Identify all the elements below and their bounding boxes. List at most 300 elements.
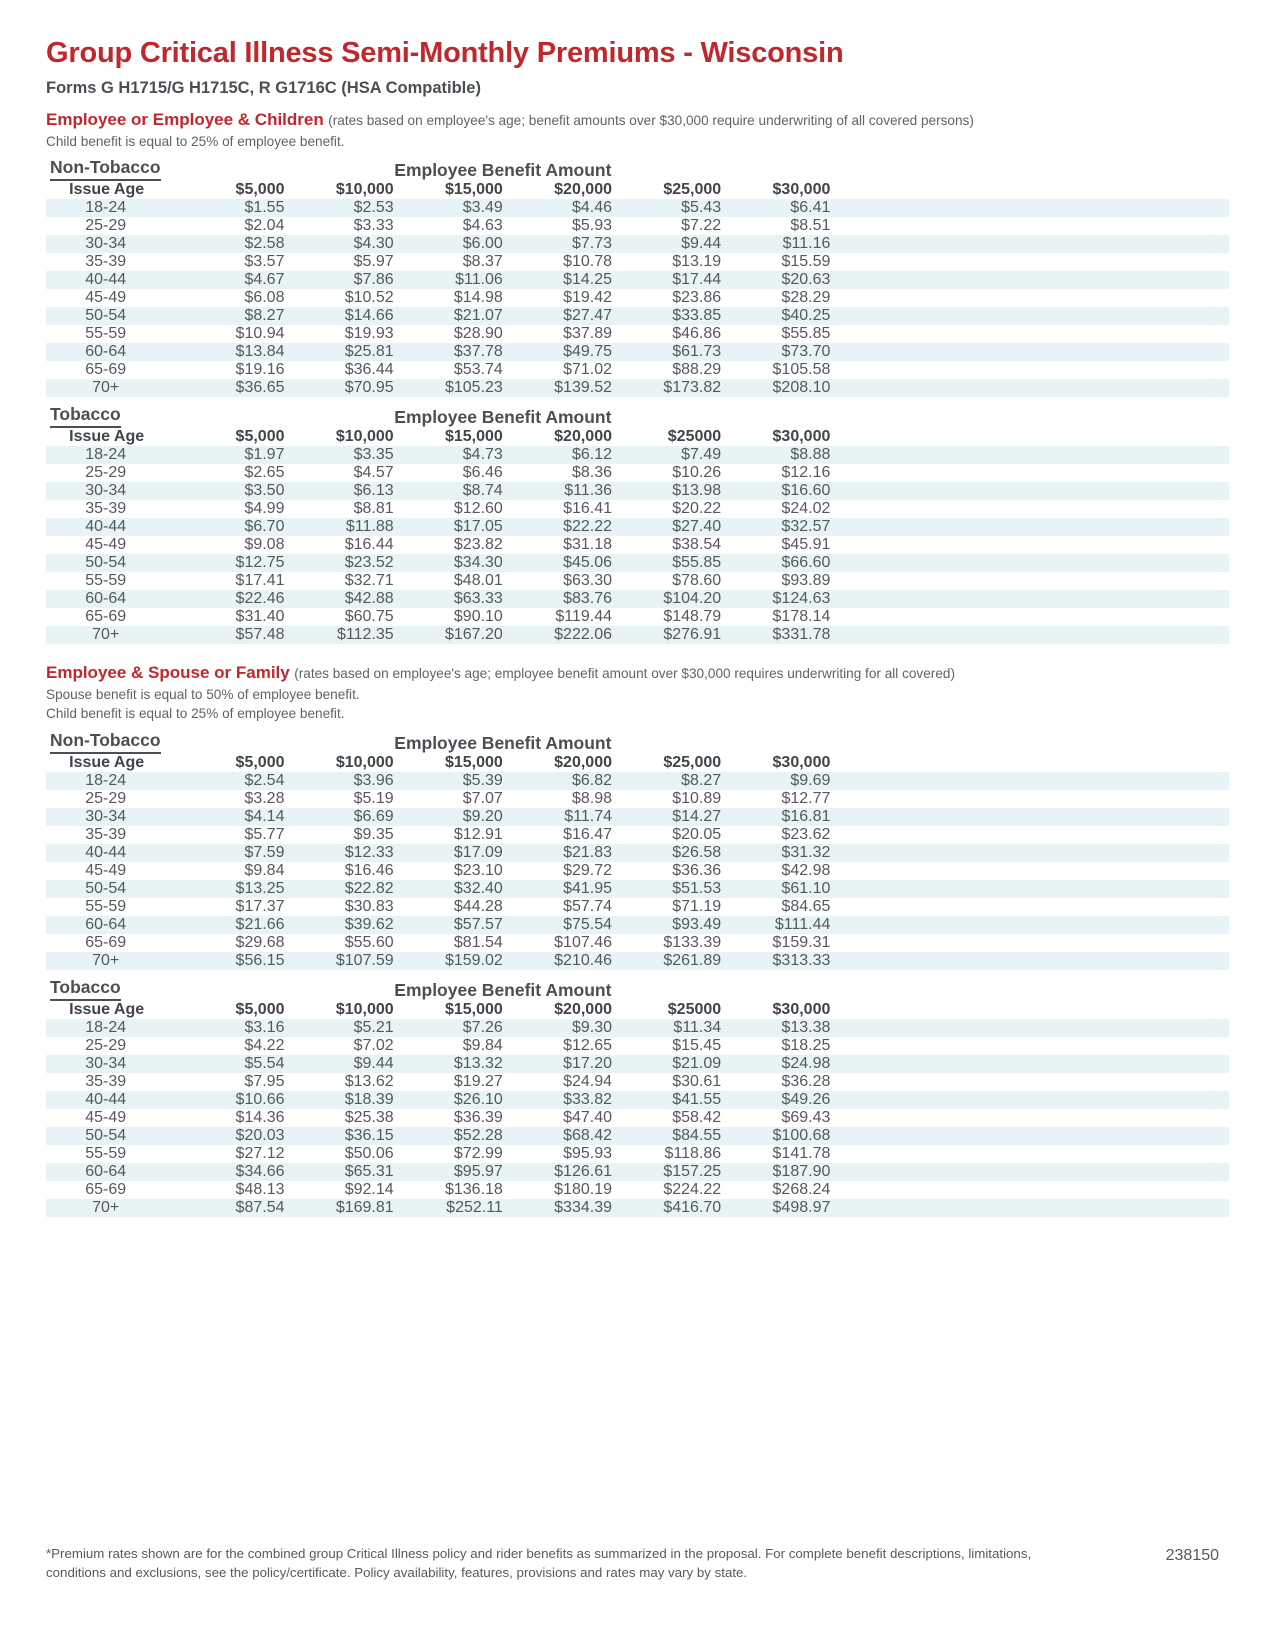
rate-table bbox=[46, 404, 1229, 644]
cell-premium-3: $28.90 bbox=[453, 325, 503, 343]
cell-issue-age: 65-69 bbox=[85, 1180, 127, 1198]
spacer-cell bbox=[930, 428, 1030, 446]
cell-premium-6: $24.02 bbox=[781, 500, 831, 518]
table-row bbox=[46, 1019, 1229, 1037]
cell-premium-5: $46.86 bbox=[672, 325, 722, 343]
spacer-cell bbox=[930, 898, 1030, 916]
spacer-cell bbox=[1129, 1199, 1229, 1217]
cell-premium-5: $55.85 bbox=[612, 554, 721, 572]
cell-premium-2: $12.33 bbox=[284, 844, 393, 862]
cell-premium-6: $12.77 bbox=[781, 789, 831, 807]
column-header-benefit-3: $15,000 bbox=[444, 428, 503, 446]
spacer-cell bbox=[1030, 235, 1130, 253]
spacer-cell bbox=[830, 862, 930, 880]
spacer-cell bbox=[1030, 977, 1130, 1001]
table-family-tobacco bbox=[46, 977, 1229, 1217]
cell-premium-3: $12.91 bbox=[453, 825, 503, 843]
cell-premium-2: $14.66 bbox=[284, 307, 393, 325]
spacer-cell bbox=[1030, 536, 1130, 554]
cell-issue-age: 50-54 bbox=[46, 1127, 175, 1145]
cell-premium-5: $118.86 bbox=[664, 1144, 722, 1162]
cell-premium-6: $16.60 bbox=[721, 482, 830, 500]
spacer-cell bbox=[930, 199, 1030, 217]
table-row bbox=[46, 325, 1229, 343]
cell-premium-5: $26.58 bbox=[612, 844, 721, 862]
table-row bbox=[46, 844, 1229, 862]
table-row bbox=[46, 482, 1229, 500]
section-heading-label: Employee or Employee & Children bbox=[46, 109, 324, 129]
table-row bbox=[46, 235, 1229, 253]
cell-premium-1: $4.22 bbox=[244, 1036, 285, 1054]
cell-premium-1: $29.68 bbox=[235, 933, 285, 951]
cell-premium-4: $49.75 bbox=[503, 343, 612, 361]
cell-premium-5: $276.91 bbox=[612, 626, 721, 644]
cell-premium-4: $41.95 bbox=[503, 880, 612, 898]
table-header-row bbox=[46, 428, 1229, 446]
cell-premium-3: $23.10 bbox=[453, 861, 503, 879]
spacer-cell bbox=[830, 482, 930, 500]
spacer-cell bbox=[1129, 536, 1229, 554]
cell-premium-4: $29.72 bbox=[563, 861, 612, 879]
spacer-cell bbox=[1129, 404, 1229, 428]
cell-premium-4: $222.06 bbox=[503, 626, 612, 644]
cell-premium-3: $6.00 bbox=[394, 235, 503, 253]
cell-premium-5: $23.86 bbox=[672, 289, 722, 307]
spacer-cell bbox=[830, 500, 930, 518]
cell-premium-2: $4.57 bbox=[353, 464, 394, 482]
cell-premium-3: $57.57 bbox=[394, 916, 503, 934]
cell-premium-5: $14.27 bbox=[612, 808, 721, 826]
cell-premium-6: $55.85 bbox=[781, 325, 831, 343]
table-category-row bbox=[46, 404, 1229, 428]
cell-premium-2: $42.88 bbox=[284, 590, 393, 608]
table-row bbox=[46, 1127, 1229, 1145]
table-category-row bbox=[46, 977, 1229, 1001]
cell-premium-1: $10.94 bbox=[235, 325, 285, 343]
cell-premium-4: $11.74 bbox=[503, 808, 612, 826]
cell-premium-1: $3.28 bbox=[244, 789, 285, 807]
table-category-row bbox=[46, 157, 1229, 181]
spacer-cell bbox=[930, 404, 1030, 428]
cell-premium-6: $13.38 bbox=[721, 1019, 830, 1037]
spacer-cell bbox=[1129, 730, 1229, 754]
cell-premium-5: $71.19 bbox=[672, 897, 722, 915]
spacer-cell bbox=[930, 554, 1030, 572]
table-header-row bbox=[46, 181, 1229, 199]
cell-premium-3: $8.37 bbox=[462, 253, 503, 271]
spacer-cell bbox=[1030, 217, 1130, 235]
cell-premium-3: $9.20 bbox=[394, 808, 503, 826]
spacer-cell bbox=[830, 181, 930, 199]
cell-premium-4: $5.93 bbox=[571, 217, 612, 235]
column-header-issue-age: Issue Age bbox=[69, 181, 145, 199]
column-header-benefit-1: $5,000 bbox=[235, 428, 285, 446]
cell-premium-2: $9.35 bbox=[353, 825, 394, 843]
cell-premium-4: $17.20 bbox=[503, 1055, 612, 1073]
benefit-amount-title: Employee Benefit Amount bbox=[394, 979, 612, 1000]
table-row bbox=[46, 554, 1229, 572]
cell-premium-6: $498.97 bbox=[721, 1199, 830, 1217]
column-header-issue-age: Issue Age bbox=[69, 428, 145, 446]
spacer-cell bbox=[1129, 608, 1229, 626]
rate-table-body bbox=[46, 157, 1229, 397]
cell-premium-5: $11.34 bbox=[612, 1019, 721, 1037]
spacer-cell bbox=[1129, 626, 1229, 644]
spacer-cell bbox=[830, 608, 930, 626]
spacer-cell bbox=[1129, 181, 1229, 199]
cell-premium-6: $9.69 bbox=[721, 772, 830, 790]
cell-premium-3: $17.05 bbox=[394, 518, 503, 536]
spacer-cell bbox=[930, 1163, 1030, 1181]
spacer-cell bbox=[1129, 325, 1229, 343]
spacer-cell bbox=[1129, 1037, 1229, 1055]
table-row bbox=[46, 952, 1229, 970]
spacer-cell bbox=[1129, 1181, 1229, 1199]
spacer-cell bbox=[1030, 253, 1130, 271]
spacer-cell bbox=[830, 898, 930, 916]
cell-premium-4: $14.25 bbox=[503, 271, 612, 289]
spacer-cell bbox=[930, 862, 1030, 880]
cell-issue-age: 25-29 bbox=[85, 1036, 127, 1054]
spacer-cell bbox=[1129, 590, 1229, 608]
cell-premium-5: $148.79 bbox=[663, 608, 722, 626]
cell-premium-2: $18.39 bbox=[284, 1091, 393, 1109]
spacer-cell bbox=[1030, 626, 1130, 644]
cell-premium-2: $3.33 bbox=[353, 217, 394, 235]
page-title: Group Critical Illness Semi-Monthly Premiums - Wisconsin bbox=[46, 37, 844, 69]
spacer-cell bbox=[830, 626, 930, 644]
cell-premium-2: $19.93 bbox=[344, 325, 394, 343]
table-row bbox=[46, 1109, 1229, 1127]
spacer-cell bbox=[1129, 289, 1229, 307]
spacer-cell bbox=[930, 730, 1030, 754]
rate-table-body bbox=[46, 730, 1229, 970]
spacer-cell bbox=[1030, 404, 1130, 428]
cell-premium-4: $45.06 bbox=[503, 554, 612, 572]
cell-premium-3: $81.54 bbox=[453, 933, 503, 951]
cell-premium-3: $136.18 bbox=[444, 1180, 503, 1198]
table-row bbox=[46, 1037, 1229, 1055]
cell-premium-4: $119.44 bbox=[555, 608, 612, 626]
table-row bbox=[46, 1181, 1229, 1199]
spacer-cell bbox=[1030, 1055, 1130, 1073]
cell-premium-2: $3.96 bbox=[284, 772, 393, 790]
cell-premium-4: $95.93 bbox=[563, 1144, 612, 1162]
cell-premium-5: $133.39 bbox=[663, 933, 722, 951]
cell-premium-3: $5.39 bbox=[394, 772, 503, 790]
cell-premium-2: $10.52 bbox=[344, 289, 394, 307]
cell-issue-age: 25-29 bbox=[85, 789, 127, 807]
table-row bbox=[46, 572, 1229, 590]
cell-premium-5: $84.55 bbox=[612, 1127, 721, 1145]
spacer-cell bbox=[830, 1055, 930, 1073]
spacer-cell bbox=[930, 1091, 1030, 1109]
cell-premium-3: $4.63 bbox=[462, 217, 503, 235]
spacer-cell bbox=[1030, 808, 1130, 826]
cell-premium-2: $7.86 bbox=[284, 271, 393, 289]
cell-premium-5: $51.53 bbox=[612, 880, 721, 898]
cell-issue-age: 40-44 bbox=[46, 844, 175, 862]
cell-premium-6: $15.59 bbox=[781, 253, 831, 271]
cell-issue-age: 65-69 bbox=[85, 361, 127, 379]
spacer-cell bbox=[830, 916, 930, 934]
cell-premium-3: $90.10 bbox=[453, 608, 503, 626]
spacer-cell bbox=[1030, 916, 1130, 934]
spacer-cell bbox=[930, 379, 1030, 397]
cell-premium-2: $8.81 bbox=[353, 500, 394, 518]
table-row bbox=[46, 518, 1229, 536]
spacer-cell bbox=[1030, 289, 1130, 307]
cell-issue-age: 60-64 bbox=[46, 343, 175, 361]
cell-premium-3: $48.01 bbox=[453, 572, 503, 590]
cell-premium-3: $23.82 bbox=[453, 536, 503, 554]
cell-premium-1: $5.77 bbox=[244, 825, 285, 843]
spacer-cell bbox=[1030, 754, 1130, 772]
cell-premium-4: $68.42 bbox=[503, 1127, 612, 1145]
spacer-cell bbox=[1030, 518, 1130, 536]
cell-premium-2: $36.44 bbox=[344, 361, 394, 379]
cell-premium-6: $42.98 bbox=[781, 861, 831, 879]
spacer-cell bbox=[830, 934, 930, 952]
cell-premium-5: $27.40 bbox=[612, 518, 721, 536]
column-header-benefit-2: $10,000 bbox=[335, 428, 394, 446]
column-header-benefit-5: $25,000 bbox=[663, 181, 722, 199]
spacer-cell bbox=[830, 572, 930, 590]
table-category-label: Tobacco bbox=[46, 404, 175, 428]
column-header-issue-age: Issue Age bbox=[69, 753, 145, 771]
cell-premium-6: $208.10 bbox=[721, 379, 830, 397]
spacer-cell bbox=[1030, 952, 1130, 970]
cell-premium-1: $8.27 bbox=[175, 307, 284, 325]
cell-premium-5: $93.49 bbox=[612, 916, 721, 934]
cell-premium-4: $63.30 bbox=[563, 572, 612, 590]
spacer-cell bbox=[1030, 271, 1130, 289]
spacer-cell bbox=[830, 361, 930, 379]
spacer-cell bbox=[1030, 1127, 1130, 1145]
cell-premium-4: $16.41 bbox=[563, 500, 612, 518]
cell-issue-age: 18-24 bbox=[46, 1019, 175, 1037]
cell-premium-5: $20.05 bbox=[672, 825, 722, 843]
spacer-cell bbox=[830, 1091, 930, 1109]
spacer-cell bbox=[1030, 880, 1130, 898]
spacer-cell bbox=[930, 307, 1030, 325]
cell-premium-1: $14.36 bbox=[235, 1108, 285, 1126]
cell-premium-2: $112.35 bbox=[284, 626, 393, 644]
table-row bbox=[46, 500, 1229, 518]
cell-premium-2: $9.44 bbox=[284, 1055, 393, 1073]
section-note-child-benefit: Child benefit is equal to 25% of employee benefit. bbox=[46, 133, 345, 149]
document-number: 238150 bbox=[1165, 1547, 1219, 1564]
spacer-cell bbox=[830, 307, 930, 325]
cell-issue-age: 55-59 bbox=[85, 1144, 127, 1162]
spacer-cell bbox=[830, 844, 930, 862]
table-category-row bbox=[46, 730, 1229, 754]
cell-premium-5: $88.29 bbox=[672, 361, 722, 379]
column-header-benefit-5: $25000 bbox=[667, 428, 722, 446]
cell-premium-6: $124.63 bbox=[721, 590, 830, 608]
spacer-cell bbox=[1129, 482, 1229, 500]
cell-premium-1: $22.46 bbox=[175, 590, 284, 608]
spacer-cell bbox=[930, 181, 1030, 199]
spacer-cell bbox=[830, 790, 930, 808]
cell-premium-3: $159.02 bbox=[394, 952, 503, 970]
cell-premium-3: $11.06 bbox=[394, 271, 503, 289]
cell-premium-5: $157.25 bbox=[612, 1163, 721, 1181]
spacer-cell bbox=[830, 826, 930, 844]
cell-premium-1: $17.37 bbox=[235, 897, 285, 915]
column-header-benefit-6: $30,000 bbox=[772, 753, 831, 771]
table-row bbox=[46, 361, 1229, 379]
cell-premium-6: $313.33 bbox=[721, 952, 830, 970]
cell-premium-1: $3.57 bbox=[244, 253, 285, 271]
cell-premium-4: $334.39 bbox=[503, 1199, 612, 1217]
spacer-cell bbox=[1030, 1109, 1130, 1127]
column-header-benefit-2: $10,000 bbox=[335, 181, 394, 199]
spacer-cell bbox=[1129, 862, 1229, 880]
rate-table-body bbox=[46, 404, 1229, 644]
spacer-cell bbox=[1030, 446, 1130, 464]
spacer-cell bbox=[1129, 934, 1229, 952]
cell-issue-age: 30-34 bbox=[46, 235, 175, 253]
spacer-cell bbox=[930, 1181, 1030, 1199]
cell-premium-1: $4.67 bbox=[175, 271, 284, 289]
cell-premium-1: $19.16 bbox=[235, 361, 285, 379]
cell-premium-6: $12.16 bbox=[781, 464, 831, 482]
cell-premium-6: $268.24 bbox=[772, 1180, 831, 1198]
section-heading-label: Employee & Spouse or Family bbox=[46, 663, 290, 683]
column-header-issue-age: Issue Age bbox=[69, 1000, 145, 1018]
spacer-cell bbox=[830, 464, 930, 482]
cell-premium-1: $2.58 bbox=[175, 235, 284, 253]
cell-premium-1: $87.54 bbox=[175, 1199, 284, 1217]
cell-premium-6: $105.58 bbox=[772, 361, 831, 379]
table-row bbox=[46, 1073, 1229, 1091]
cell-premium-5: $173.82 bbox=[612, 379, 721, 397]
spacer-cell bbox=[1129, 916, 1229, 934]
table-header-row bbox=[46, 1001, 1229, 1019]
cell-premium-5: $38.54 bbox=[672, 536, 722, 554]
cell-premium-5: $15.45 bbox=[672, 1036, 722, 1054]
table-row bbox=[46, 253, 1229, 271]
cell-premium-3: $32.40 bbox=[394, 880, 503, 898]
cell-premium-6: $178.14 bbox=[772, 608, 831, 626]
cell-premium-1: $2.65 bbox=[244, 464, 285, 482]
column-header-benefit-6: $30,000 bbox=[772, 1000, 831, 1018]
spacer-cell bbox=[1129, 1019, 1229, 1037]
cell-premium-2: $39.62 bbox=[284, 916, 393, 934]
cell-premium-5: $33.85 bbox=[612, 307, 721, 325]
spacer-cell bbox=[830, 518, 930, 536]
spacer-cell bbox=[1129, 464, 1229, 482]
cell-premium-4: $107.46 bbox=[554, 933, 612, 951]
cell-premium-4: $47.40 bbox=[563, 1108, 612, 1126]
cell-premium-2: $32.71 bbox=[344, 572, 394, 590]
spacer-cell bbox=[830, 1145, 930, 1163]
spacer-cell bbox=[1030, 500, 1130, 518]
table-row bbox=[46, 1055, 1229, 1073]
cell-premium-6: $111.44 bbox=[721, 916, 830, 934]
spacer-cell bbox=[930, 1199, 1030, 1217]
spacer-cell bbox=[1030, 1181, 1130, 1199]
spacer-cell bbox=[930, 916, 1030, 934]
cell-premium-2: $30.83 bbox=[344, 897, 394, 915]
spacer-cell bbox=[1030, 482, 1130, 500]
spacer-cell bbox=[1129, 361, 1229, 379]
spacer-cell bbox=[830, 428, 930, 446]
spacer-cell bbox=[1030, 343, 1130, 361]
spacer-cell bbox=[1030, 862, 1130, 880]
cell-premium-4: $6.12 bbox=[503, 446, 612, 464]
cell-issue-age: 45-49 bbox=[85, 536, 127, 554]
spacer-cell bbox=[1030, 199, 1130, 217]
cell-premium-2: $6.69 bbox=[284, 808, 393, 826]
spacer-cell bbox=[1129, 518, 1229, 536]
cell-premium-5: $10.26 bbox=[672, 464, 722, 482]
cell-premium-2: $25.81 bbox=[284, 343, 393, 361]
cell-issue-age: 60-64 bbox=[46, 590, 175, 608]
cell-premium-5: $17.44 bbox=[612, 271, 721, 289]
cell-issue-age: 60-64 bbox=[46, 1163, 175, 1181]
spacer-cell bbox=[930, 608, 1030, 626]
spacer-cell bbox=[830, 977, 930, 1001]
cell-premium-4: $19.42 bbox=[563, 289, 612, 307]
cell-premium-5: $21.09 bbox=[612, 1055, 721, 1073]
cell-premium-4: $57.74 bbox=[563, 897, 612, 915]
table-row bbox=[46, 199, 1229, 217]
spacer-cell bbox=[1129, 790, 1229, 808]
column-header-benefit-5: $25,000 bbox=[663, 753, 722, 771]
spacer-cell bbox=[1030, 1037, 1130, 1055]
spacer-cell bbox=[1030, 464, 1130, 482]
spacer-cell bbox=[930, 772, 1030, 790]
cell-premium-1: $3.50 bbox=[175, 482, 284, 500]
spacer-cell bbox=[930, 1073, 1030, 1091]
cell-premium-3: $44.28 bbox=[453, 897, 503, 915]
cell-premium-2: $55.60 bbox=[344, 933, 394, 951]
spacer-cell bbox=[930, 1055, 1030, 1073]
cell-premium-6: $36.28 bbox=[781, 1072, 831, 1090]
section-heading-note: (rates based on employee's age; employee benefit amount over $30,000 requires underwriting for all covered) bbox=[294, 666, 955, 682]
cell-premium-3: $95.97 bbox=[394, 1163, 503, 1181]
cell-premium-4: $16.47 bbox=[563, 825, 612, 843]
spacer-cell bbox=[1129, 235, 1229, 253]
cell-premium-2: $5.19 bbox=[353, 789, 394, 807]
spacer-cell bbox=[1129, 1073, 1229, 1091]
spacer-cell bbox=[930, 464, 1030, 482]
cell-premium-6: $8.51 bbox=[790, 217, 831, 235]
spacer-cell bbox=[1129, 1127, 1229, 1145]
cell-premium-5: $58.42 bbox=[672, 1108, 722, 1126]
cell-premium-4: $139.52 bbox=[503, 379, 612, 397]
cell-issue-age: 60-64 bbox=[46, 916, 175, 934]
cell-premium-2: $11.88 bbox=[284, 518, 393, 536]
footer-disclaimer: *Premium rates shown are for the combined group Critical Illness policy and rider benefits as summarized in the proposal. For complete benefit descriptions, limitations, conditions and exclusions, see the policy/certificate. Policy availability, features, provisions and rates may vary by state. bbox=[46, 1546, 1032, 1580]
table-row bbox=[46, 862, 1229, 880]
spacer-cell bbox=[830, 1019, 930, 1037]
spacer-cell bbox=[1030, 157, 1130, 181]
cell-premium-6: $40.25 bbox=[721, 307, 830, 325]
spacer-cell bbox=[1129, 977, 1229, 1001]
spacer-cell bbox=[830, 1073, 930, 1091]
spacer-cell bbox=[830, 404, 930, 428]
spacer-cell bbox=[930, 826, 1030, 844]
spacer-cell bbox=[1030, 898, 1130, 916]
cell-premium-4: $10.78 bbox=[563, 253, 612, 271]
column-header-benefit-2: $10,000 bbox=[335, 753, 394, 771]
spacer-cell bbox=[830, 536, 930, 554]
spacer-cell bbox=[930, 1037, 1030, 1055]
cell-issue-age: 50-54 bbox=[46, 554, 175, 572]
